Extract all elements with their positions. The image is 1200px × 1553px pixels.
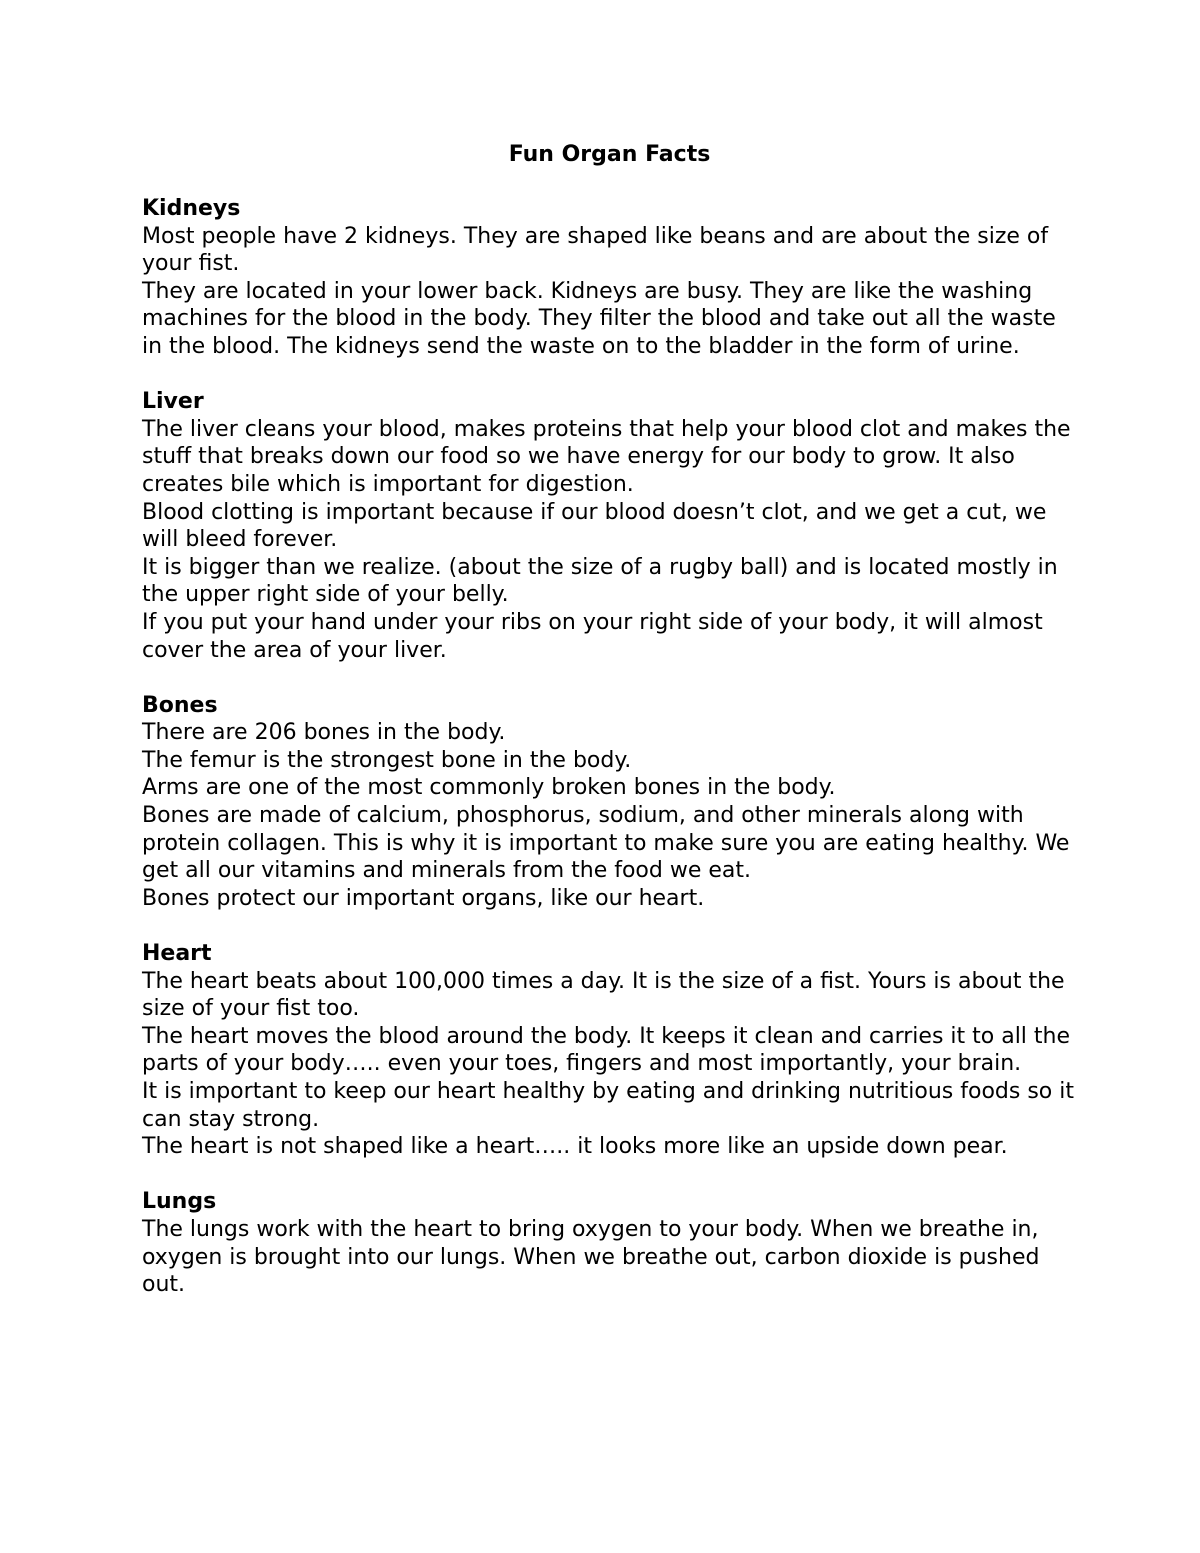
paragraph: Bones protect our important organs, like our heart.: [142, 885, 705, 911]
section-lungs: [142, 1188, 1077, 1298]
paragraph: It is bigger than we realize. (about the size of a rugby ball) and is located mostly in the upper right side of your belly.: [142, 554, 1058, 608]
paragraph: The heart is not shaped like a heart….. it looks more like an upside down pear.: [142, 1134, 1008, 1160]
section-bones: [142, 692, 1077, 913]
paragraph: If you put your hand under your ribs on your right side of your body, it will almost cover the area of your liver.: [142, 609, 1043, 663]
section-heart: [142, 940, 1077, 1161]
paragraph: The lungs work with the heart to bring oxygen to your body. When we breathe in, oxygen is brought into our lungs. When we breathe out, carbon dioxide is pushed out.: [142, 1216, 1040, 1298]
paragraph: Bones are made of calcium, phosphorus, sodium, and other minerals along with protein collagen. This is why it is important to make sure you are eating healthy. We get all our vitamins and minerals from the food we eat.: [142, 803, 1070, 884]
section-heading: Kidneys: [142, 196, 241, 221]
paragraph: They are located in your lower back. Kidneys are busy. They are like the washing machines for the blood in the body. They filter the blood and take out all the waste in the blood. The kidneys send the waste on to the bladder in the form of urine.: [142, 278, 1056, 359]
section-kidneys: [142, 195, 1077, 361]
paragraph: The liver cleans your blood, makes proteins that help your blood clot and makes the stuff that breaks down our food so we have energy for our body to grow. It also creates bile which is important for digestion.: [142, 416, 1071, 497]
paragraph: There are 206 bones in the body.: [142, 720, 506, 746]
paragraph: Arms are one of the most commonly broken bones in the body.: [142, 775, 836, 801]
section-heading: Lungs: [142, 1189, 217, 1215]
paragraph: The femur is the strongest bone in the body.: [142, 747, 632, 773]
paragraph: The heart beats about 100,000 times a day. It is the size of a fist. Yours is about the size of your fist too.: [142, 968, 1065, 1022]
section-heading: Bones: [142, 692, 218, 718]
section-heading: Heart: [142, 941, 212, 967]
paragraph: Most people have 2 kidneys. They are shaped like beans and are about the size of your fist.: [142, 223, 1049, 277]
page-title: Fun Organ Facts: [508, 142, 711, 167]
section-heading: Liver: [142, 389, 204, 415]
section-liver: [142, 388, 1077, 664]
paragraph: The heart moves the blood around the body. It keeps it clean and carries it to all the parts of your body….. even your toes, fingers and most importantly, your brain.: [142, 1023, 1071, 1077]
paragraph: Blood clotting is important because if our blood doesn’t clot, and we get a cut, we will bleed forever.: [142, 499, 1047, 553]
paragraph: It is important to keep our heart healthy by eating and drinking nutritious foods so it can stay strong.: [142, 1079, 1074, 1132]
document-page: [142, 140, 1077, 1326]
